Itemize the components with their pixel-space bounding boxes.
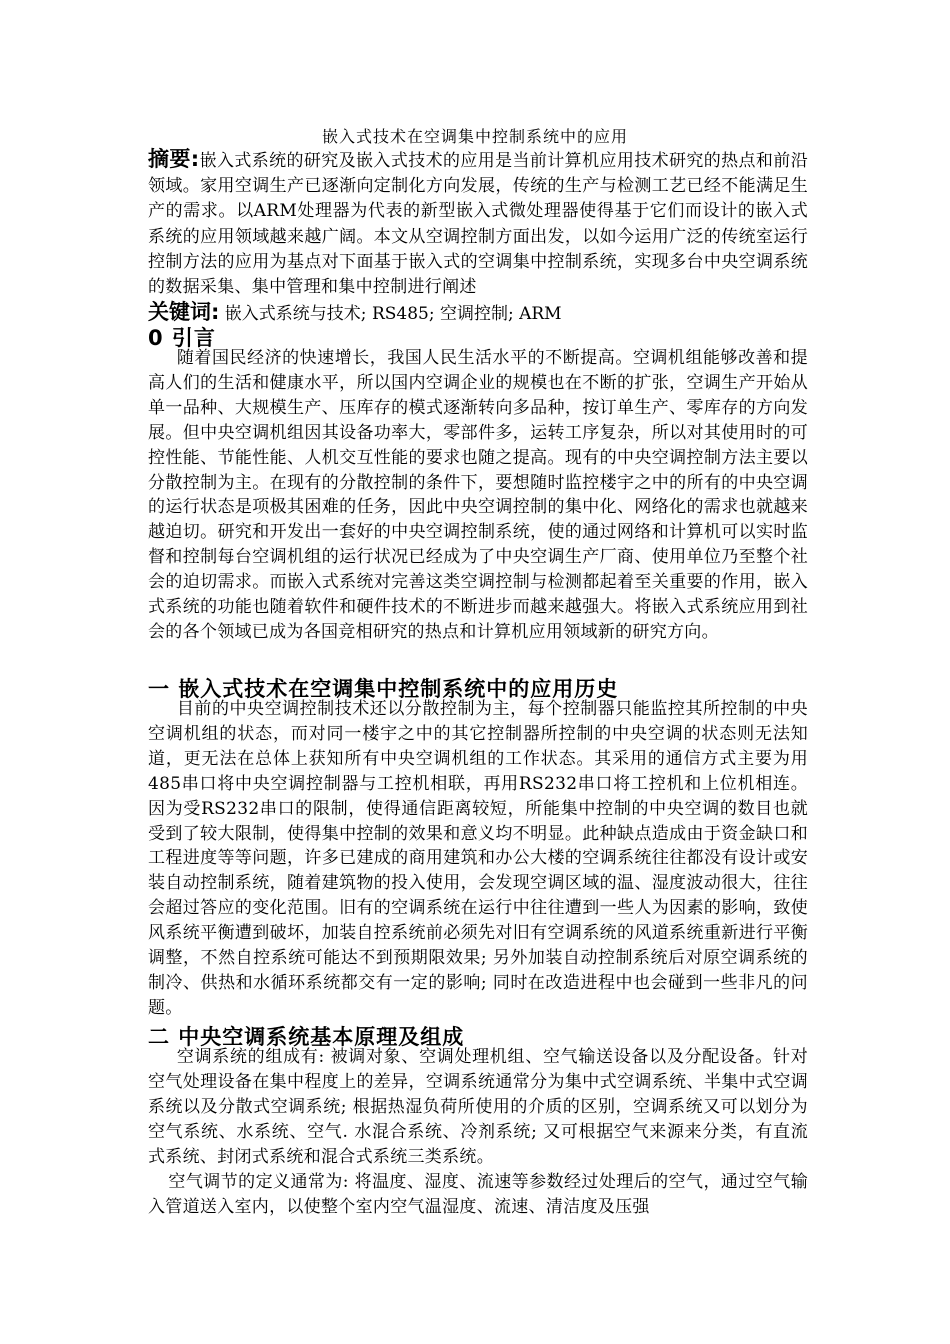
section-heading-principle: 二 中央空调系统基本原理及组成 (148, 1025, 465, 1049)
abstract-paragraph (148, 147, 808, 300)
keywords-line (148, 296, 808, 326)
principle-paragraph-2: 空气调节的定义通常为: 将温度、湿度、流速等参数经过处理后的空气，通过空气输入管道送入室内，以使整个室内空气温湿度、流速、清洁度及压强 (148, 1172, 808, 1217)
intro-paragraph: 随着国民经济的快速增长，我国人民生活水平的不断提高。空调机组能够改善和提高人们的生活和健康水平，所以国内空调企业的规模也在不断的扩张，空调生产开始从单一品种、大规模生产、压库存的模式逐渐转向多品种，按订单生产、零库存的方向发展。但中央空调机组因其设备功率大，零部件多，运转工序复杂，所以对其使用时的可控性能、节能性能、人机交互性能的要求也随之提高。现有的中央空调控制方法主要以分散控制为主。在现有的分散控制的条件下，要想随时监控楼宇之中的所有的中央空调的运行状态是项极其困难的任务，因此中央空调控制的集中化、网络化的需求也就越来越迫切。研究和开发出一套好的中央空调控制系统，使的通过网络和计算机可以实时监督和控制每台空调机组的运行状况已经成为了中央空调生产厂商、使用单位乃至整个社会的迫切需求。而嵌入式系统对完善这类空调控制与检测都起着至关重要的作用，嵌入式系统的功能也随着软件和硬件技术的不断进步而越来越强大。将嵌入式系统应用到社会的各个领域已成为各国竞相研究的热点和计算机应用领域新的研究方向。 (148, 348, 808, 642)
abstract-text: 嵌入式系统的研究及嵌入式技术的应用是当前计算机应用技术研究的热点和前沿领域。家用空调生产已逐渐向定制化方向发展，传统的生产与检测工艺已经不能满足生产的需求。以ARM处理器为代表的新型嵌入式微处理器使得基于它们而设计的嵌入式系统的应用领域越来越广阔。本文从空调控制方面出发，以如今运用广泛的传统室运行控制方法的应用为基点对下面基于嵌入式的空调集中控制系统，实现多台中央空调系统的数据采集、集中管理和集中控制进行阐述 (148, 151, 808, 298)
section-heading-history: 一 嵌入式技术在空调集中控制系统中的应用历史 (148, 677, 619, 701)
section-heading-intro: 0 引言 (148, 326, 216, 350)
keywords-text: 嵌入式系统与技术; RS485; 空调控制; ARM (219, 304, 562, 324)
keywords-label: 关键词: (148, 300, 220, 324)
abstract-label: 摘要: (148, 147, 200, 171)
history-paragraph: 目前的中央空调控制技术还以分散控制为主，每个控制器只能监控其所控制的中央空调机组的状态，而对同一楼宇之中的其它控制器所控制的中央空调的状态则无法知道，更无法在总体上获知所有中央空调机组的工作状态。其采用的通信方式主要为用485串口将中央空调控制器与工控机相联，再用RS232串口将工控机和上位机相连。因为受RS232串口的限制，使得通信距离较短，所能集中控制的中央空调的数目也就受到了较大限制，使得集中控制的效果和意义均不明显。此种缺点造成由于资金缺口和工程进度等等问题，许多已建成的商用建筑和办公大楼的空调系统往往都没有设计或安装自动控制系统，随着建筑物的投入使用，会发现空调区域的温、湿度波动很大，往往会超过答应的变化范围。旧有的空调系统在运行中往往遭到一些人为因素的影响，致使风系统平衡遭到破坏，加装自控系统前必须先对旧有空调系统的风道系统重新进行平衡调整，不然自控系统可能达不到预期限效果; 另外加装自动控制系统后对原空调系统的制冷、供热和水循环系统都交有一定的影响; 同时在改造进程中也会碰到一些非凡的问题。 (148, 699, 808, 1018)
document-title: 嵌入式技术在空调集中控制系统中的应用 (321, 127, 628, 146)
principle-paragraph-1: 空调系统的组成有: 被调对象、空调处理机组、空气输送设备以及分配设备。针对空气处理设备在集中程度上的差异，空调系统通常分为集中式空调系统、半集中式空调系统以及分散式空调系统; 根据热湿负荷所使用的介质的区别，空调系统又可以划分为空气系统、水系统、空气. 水混合系统、冷剂系统; 又可根据空气来源来分类，有直流式系统、封闭式系统和混合式系统三类系统。 (148, 1047, 808, 1167)
